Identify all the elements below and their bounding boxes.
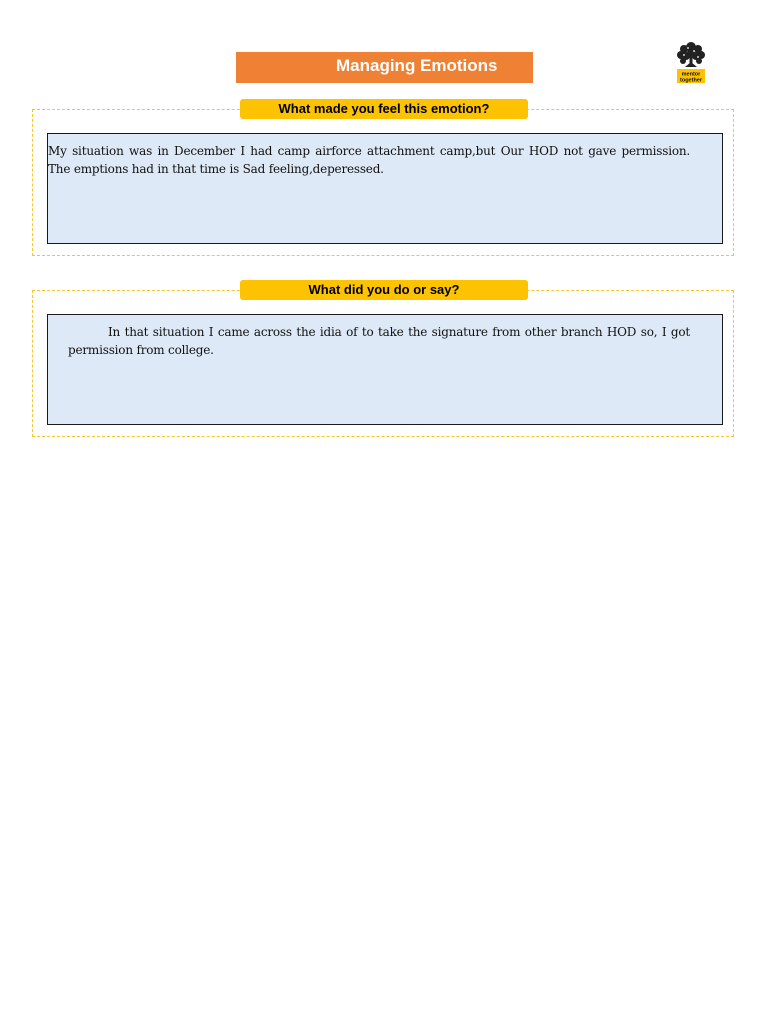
action-taken-answer-text: In that situation I came across the idia of to take the signature from other branch HOD so, I got permission from college. [68,325,694,357]
mentor-together-logo-icon [674,38,708,84]
emotion-cause-section [32,101,734,256]
action-taken-section [32,282,734,437]
emotion-cause-answer-field[interactable] [47,133,723,244]
svg-text:mentor: mentor [681,71,701,78]
emotion-cause-question: What made you feel this emotion? [240,99,528,119]
page-title: Managing Emotions [236,52,533,83]
action-taken-question: What did you do or say? [240,280,528,300]
emotion-cause-answer-text: My situation was in December I had camp airforce attachment camp,but Our HOD not gave permission. The emptions had in that time is Sad feeling,deperessed. [48,144,712,176]
action-taken-answer-field[interactable] [47,314,723,425]
svg-text:together: together [680,77,702,84]
